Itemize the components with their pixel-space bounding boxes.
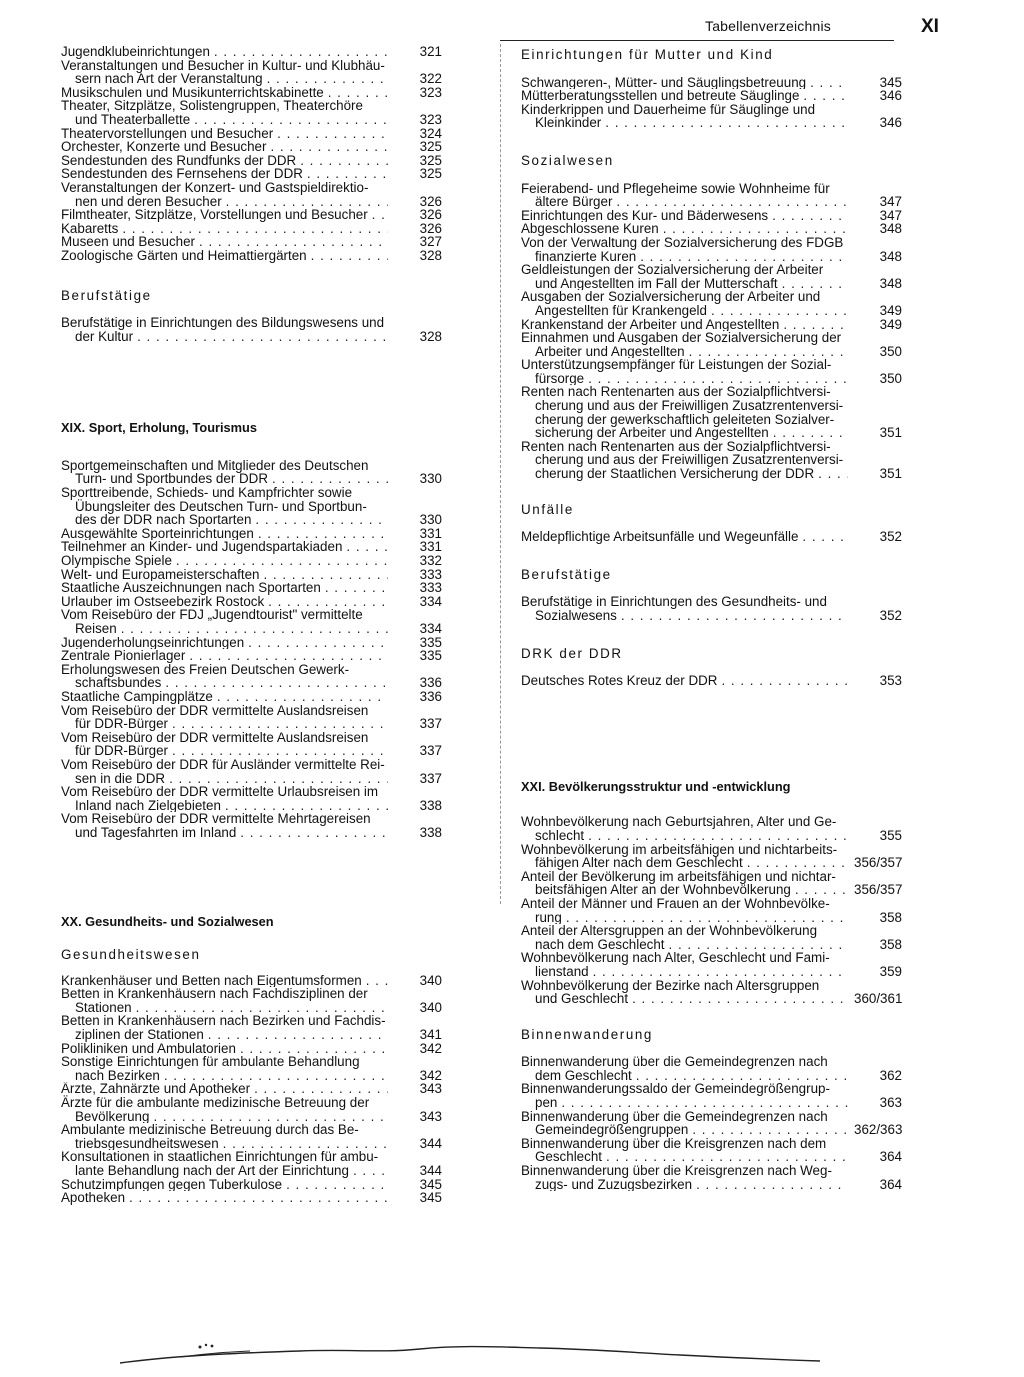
toc-entry-page: 328 xyxy=(419,328,442,344)
toc-entry-text: und Theaterballette . . . xyxy=(75,113,388,127)
toc-entry xyxy=(61,554,442,568)
toc-entry-text: ältere Bürger . . . xyxy=(535,195,848,209)
toc-entry-page: 328 xyxy=(419,247,442,263)
toc-entry xyxy=(521,209,902,223)
toc-entry xyxy=(521,76,902,90)
toc-entry-text: ziplinen der Stationen . . . xyxy=(75,1028,388,1042)
toc-entry xyxy=(521,1137,902,1164)
toc-entry-text: Sonstige Einrichtungen für ambulante Behandlung xyxy=(61,1054,360,1070)
toc-entry xyxy=(61,568,442,582)
toc-entry-page: 360/361 xyxy=(854,991,903,1007)
toc-entry xyxy=(61,127,442,141)
toc-entry xyxy=(61,731,442,758)
toc-entry-text: Vom Reisebüro der DDR für Ausländer vermittelte Rei- xyxy=(61,756,385,772)
toc-entry xyxy=(521,1110,902,1137)
toc-entry xyxy=(61,1055,442,1082)
toc-entry-text: des der DDR nach Sportarten . . . xyxy=(75,513,388,527)
toc-entry xyxy=(61,249,442,263)
toc-entry-text: Wohnbevölkerung im arbeitsfähigen und nichtarbeits- xyxy=(521,841,838,857)
toc-entry xyxy=(61,649,442,663)
toc-entry-text: Stationen . . . xyxy=(75,1001,388,1015)
toc-entry xyxy=(61,222,442,236)
toc-entry-text: Von der Verwaltung der Sozialversicherung des FDGB xyxy=(521,234,844,250)
unfaelle-list xyxy=(521,530,902,544)
column-divider xyxy=(500,44,501,904)
toc-entry xyxy=(521,440,902,481)
toc-entry-text: für DDR-Bürger . . . xyxy=(75,717,388,731)
toc-entry-text: Schwangeren-, Mütter- und Säuglingsbetreuung . . . xyxy=(521,76,848,90)
toc-entry xyxy=(61,812,442,839)
toc-entry xyxy=(521,979,902,1006)
toc-entry-text: Anteil der Bevölkerung im arbeitsfähigen und nichtar- xyxy=(521,868,836,884)
toc-entry xyxy=(521,530,902,544)
toc-entry-page: 350 xyxy=(879,343,902,359)
toc-entry xyxy=(61,608,442,635)
toc-entry-text: Unterstützungsempfänger für Leistungen der Sozial- xyxy=(521,357,832,373)
toc-entry xyxy=(61,540,442,554)
toc-entry-page: 331 xyxy=(419,539,442,555)
toc-entry-text: sern nach Art der Veranstaltung . . . xyxy=(75,72,388,86)
toc-entry xyxy=(521,290,902,317)
toc-entry-page: 342 xyxy=(419,1067,442,1083)
toc-entry-text: Krankenstand der Arbeiter und Angestellten . . . xyxy=(521,318,848,332)
toc-entry-page: 362/363 xyxy=(854,1122,903,1138)
drk-list xyxy=(521,674,902,688)
toc-entry-text: cherung der gewerkschaftlich geleiteten Sozialver- xyxy=(535,411,835,427)
toc-entry xyxy=(61,595,442,609)
toc-entry-page: 345 xyxy=(879,74,902,90)
toc-entry-page: 358 xyxy=(879,909,902,925)
toc-entry-page: 347 xyxy=(879,194,902,210)
toc-entry xyxy=(521,674,902,688)
toc-entry-page: 334 xyxy=(419,621,442,636)
mutter-kind-list xyxy=(521,76,902,130)
toc-entry xyxy=(61,1123,442,1150)
toc-entry xyxy=(61,1150,442,1177)
toc-entry-text: Museen und Besucher . . . xyxy=(61,235,388,249)
toc-entry-text: Welt- und Europameisterschaften . . . xyxy=(61,568,388,582)
toc-entry xyxy=(61,758,442,785)
toc-entry-page: 364 xyxy=(879,1176,902,1192)
toc-entry-page: 331 xyxy=(419,525,442,541)
toc-entry-page: 342 xyxy=(419,1040,442,1056)
toc-entry-page: 344 xyxy=(419,1135,442,1151)
toc-entry-text: Zentrale Pionierlager . . . xyxy=(61,649,388,663)
toc-entry-page: 335 xyxy=(419,648,442,664)
toc-entry-text: Orchester, Konzerte und Besucher . . . xyxy=(61,140,388,154)
toc-entry xyxy=(521,236,902,263)
toc-entry-text: und Geschlecht . . . xyxy=(535,992,848,1006)
toc-entry xyxy=(61,208,442,222)
toc-entry-text: Mütterberatungsstellen und betreute Säuglinge . . . xyxy=(521,89,848,103)
toc-entry-text: Angestellten für Krankengeld . . . xyxy=(535,304,848,318)
toc-entry-text: fürsorge . . . xyxy=(535,372,848,386)
section-heading-unfaelle: Unfälle xyxy=(521,501,574,517)
toc-entry-text: Binnenwanderung über die Gemeindegrenzen nach xyxy=(521,1108,828,1124)
toc-entry-text: Turn- und Sportbundes der DDR . . . xyxy=(75,472,388,486)
chapter-xx-title: XX. Gesundheits- und Sozialwesen xyxy=(61,913,274,929)
toc-entry-page: 346 xyxy=(879,115,902,131)
section-heading-drk: DRK der DDR xyxy=(521,645,623,661)
toc-entry-text: Konsultationen in staatlichen Einrichtungen für ambu- xyxy=(61,1149,379,1165)
toc-entry-text: Musikschulen und Musikunterrichtskabinette . . . xyxy=(61,86,388,100)
toc-entry xyxy=(521,182,902,209)
toc-entry-text: Sozialwesens . . . xyxy=(535,609,848,623)
toc-entry-text: Wohnbevölkerung nach Alter, Geschlecht und Fami- xyxy=(521,950,830,966)
toc-entry-text: cherung und aus der Freiwilligen Zusatzrentenversi- xyxy=(535,398,844,414)
gesundheit-list xyxy=(61,974,442,1205)
toc-entry-text: Einnahmen und Ausgaben der Sozialversicherung der xyxy=(521,330,842,346)
toc-entry-page: 363 xyxy=(879,1095,902,1111)
toc-entry-text: Binnenwanderung über die Kreisgrenzen nach dem xyxy=(521,1135,827,1151)
toc-entry-text: schaftsbundes . . . xyxy=(75,676,388,690)
toc-entry-page: 345 xyxy=(419,1176,442,1192)
toc-entry xyxy=(61,1178,442,1192)
toc-entry-text: Berufstätige in Einrichtungen des Bildungswesens und xyxy=(61,315,385,331)
toc-entry-page: 336 xyxy=(419,688,442,704)
toc-entry-text: Vom Reisebüro der DDR vermittelte Auslandsreisen xyxy=(61,702,369,718)
chapter-xix-title: XIX. Sport, Erholung, Tourismus xyxy=(61,420,257,436)
toc-entry-text: Binnenwanderungssaldo der Gemeindegrößengrup- xyxy=(521,1081,830,1097)
toc-entry-text: sicherung der Arbeiter und Angestellten . . . xyxy=(535,426,848,440)
toc-entry-page: 356/357 xyxy=(854,855,903,871)
toc-entry-text: der Kultur . . . xyxy=(75,330,388,344)
toc-entry-page: 349 xyxy=(879,316,902,332)
toc-entry-text: Renten nach Rentenarten aus der Sozialpflichtversi- xyxy=(521,384,831,400)
toc-entry-text: Sporttreibende, Schieds- und Kampfrichter sowie xyxy=(61,485,353,501)
toc-entry-text: schlecht . . . xyxy=(535,829,848,843)
toc-entry-text: Krankenhäuser und Betten nach Eigentumsformen . . . xyxy=(61,974,388,988)
toc-entry-text: lienstand . . . xyxy=(535,965,848,979)
toc-entry-page: 321 xyxy=(419,44,442,59)
toc-entry-text: Olympische Spiele . . . xyxy=(61,554,388,568)
section-heading-gesundheitswesen: Gesundheitswesen xyxy=(61,947,201,963)
toc-entry-text: nach dem Geschlecht . . . xyxy=(535,938,848,952)
toc-entry-page: 348 xyxy=(879,275,902,291)
toc-entry xyxy=(521,595,902,622)
toc-entry-page: 334 xyxy=(419,593,442,609)
toc-entry xyxy=(521,318,902,332)
toc-entry-page: 359 xyxy=(879,963,902,979)
toc-entry-text: Betten in Krankenhäusern nach Bezirken und Fachdis- xyxy=(61,1013,386,1029)
toc-entry-page: 348 xyxy=(879,221,902,237)
toc-entry-text: Teilnehmer an Kinder- und Jugendspartakiaden . . . xyxy=(61,540,388,554)
toc-entry xyxy=(521,103,902,130)
toc-entry-text: finanzierte Kuren . . . xyxy=(535,250,848,264)
toc-entry-text: Abgeschlossene Kuren . . . xyxy=(521,222,848,236)
toc-entry-text: nach Bezirken . . . xyxy=(75,1069,388,1083)
toc-entry-page: 337 xyxy=(419,743,442,759)
right-column xyxy=(521,48,902,1191)
toc-entry-page: 351 xyxy=(879,425,902,441)
toc-entry xyxy=(61,581,442,595)
toc-entry xyxy=(61,235,442,249)
toc-entry-page: 335 xyxy=(419,634,442,650)
toc-entry-page: 356/357 xyxy=(854,882,903,898)
toc-entry xyxy=(61,974,442,988)
toc-entry-text: Jugenderholungseinrichtungen . . . xyxy=(61,636,388,650)
toc-entry-page: 352 xyxy=(879,529,902,545)
toc-entry-page: 340 xyxy=(419,999,442,1015)
toc-entry-page: 346 xyxy=(879,88,902,104)
toc-entry xyxy=(61,99,442,126)
berufstaetige-list xyxy=(61,316,442,343)
toc-entry xyxy=(521,951,902,978)
toc-entry-page: 338 xyxy=(419,824,442,840)
toc-entry-text: Vom Reisebüro der DDR vermittelte Mehrtagereisen xyxy=(61,811,371,827)
header-title: Tabellenverzeichnis xyxy=(705,18,831,34)
toc-entry-page: 353 xyxy=(879,673,902,689)
toc-entry-page: 336 xyxy=(419,675,442,691)
toc-entry xyxy=(521,385,902,439)
toc-entry-page: 355 xyxy=(879,827,902,843)
toc-entry xyxy=(521,815,902,842)
toc-entry-text: Geschlecht . . . xyxy=(535,1150,848,1164)
toc-entry-text: lante Behandlung nach der Art der Einrichtung . . . xyxy=(75,1164,388,1178)
toc-entry-page: 323 xyxy=(419,84,442,100)
toc-entry-text: Meldepflichtige Arbeitsunfälle und Wegeunfälle . . . xyxy=(521,530,848,544)
toc-entry-text: Geldleistungen der Sozialversicherung der Arbeiter xyxy=(521,262,824,278)
toc-entry xyxy=(61,1191,442,1205)
toc-entry-text: Urlauber im Ostseebezirk Rostock . . . xyxy=(61,595,388,609)
toc-entry-text: Ärzte für die ambulante medizinische Betreuung der xyxy=(61,1095,370,1111)
toc-entry-text: Staatliche Campingplätze . . . xyxy=(61,690,388,704)
toc-entry-text: Ausgaben der Sozialversicherung der Arbeiter und xyxy=(521,289,821,305)
toc-entry-text: und Tagesfahrten im Inland . . . xyxy=(75,826,388,840)
toc-entry-text: Binnenwanderung über die Kreisgrenzen nach Weg- xyxy=(521,1163,832,1179)
toc-entry-page: 326 xyxy=(419,193,442,209)
toc-entry xyxy=(61,636,442,650)
toc-entry-page: 337 xyxy=(419,770,442,786)
toc-entry xyxy=(61,1082,442,1096)
toc-entry-page: 325 xyxy=(419,152,442,168)
sport-list xyxy=(61,459,442,840)
toc-entry xyxy=(61,154,442,168)
toc-entry-page: 352 xyxy=(879,608,902,623)
toc-entry-text: Anteil der Männer und Frauen an der Wohnbevölke- xyxy=(521,895,830,911)
toc-entry-text: Ambulante medizinische Betreuung durch das Be- xyxy=(61,1122,359,1138)
toc-entry-page: 333 xyxy=(419,566,442,582)
toc-entry xyxy=(61,663,442,690)
toc-entry xyxy=(61,167,442,181)
toc-entry-page: 344 xyxy=(419,1163,442,1178)
section-heading-berufstaetige: Berufstätige xyxy=(61,287,152,303)
toc-entry-text: Arbeiter und Angestellten . . . xyxy=(535,345,848,359)
toc-entry-text: cherung und aus der Freiwilligen Zusatzrentenversi- xyxy=(535,452,844,468)
left-column xyxy=(61,45,442,1205)
toc-entry-page: 332 xyxy=(419,553,442,569)
toc-entry-text: Renten nach Rentenarten aus der Sozialpflichtversi- xyxy=(521,438,831,454)
toc-entry-text: Berufstätige in Einrichtungen des Gesundheits- und xyxy=(521,594,827,610)
toc-entry xyxy=(61,45,442,59)
toc-entry-page: 358 xyxy=(879,936,902,952)
toc-entry-text: Inland nach Zielgebieten . . . xyxy=(75,799,388,813)
toc-entry-text: Vom Reisebüro der DDR vermittelte Auslandsreisen xyxy=(61,729,369,745)
toc-entry-page: 322 xyxy=(419,71,442,87)
toc-entry-text: Binnenwanderung über die Gemeindegrenzen nach xyxy=(521,1054,828,1070)
toc-entry-page: 330 xyxy=(419,512,442,528)
toc-entry-text: Ausgewählte Sporteinrichtungen . . . xyxy=(61,527,388,541)
toc-entry-text: nen und deren Besucher . . . xyxy=(75,195,388,209)
toc-entry-text: Gemeindegrößengruppen . . . xyxy=(535,1123,848,1137)
toc-entry-text: Sendestunden des Rundfunks der DDR . . . xyxy=(61,154,388,168)
toc-entry xyxy=(61,1014,442,1041)
toc-entry-text: Einrichtungen des Kur- und Bäderwesens . . . xyxy=(521,209,848,223)
section-heading-mutter-kind: Einrichtungen für Mutter und Kind xyxy=(521,47,774,62)
toc-entry xyxy=(521,331,902,358)
toc-entry-text: Kinderkrippen und Dauerheime für Säuglinge und xyxy=(521,101,816,117)
toc-entry-text: Kabaretts . . . xyxy=(61,222,388,236)
toc-entry-page: 326 xyxy=(419,207,442,223)
toc-entry xyxy=(61,316,442,343)
toc-entry xyxy=(521,1055,902,1082)
toc-entry-page: 330 xyxy=(419,471,442,487)
toc-entry-text: Apotheken . . . xyxy=(61,1191,388,1205)
toc-entry xyxy=(61,86,442,100)
toc-entry-text: Polikliniken und Ambulatorien . . . xyxy=(61,1042,388,1056)
toc-entry-text: Wohnbevölkerung der Bezirke nach Altersgruppen xyxy=(521,977,820,993)
toc-entry xyxy=(61,1042,442,1056)
toc-entry-text: Betten in Krankenhäusern nach Fachdisziplinen der xyxy=(61,986,368,1002)
toc-entry-text: Erholungswesen des Freien Deutschen Gewerk- xyxy=(61,661,350,677)
toc-entry-page: 323 xyxy=(419,111,442,127)
toc-entry-text: Feierabend- und Pflegeheime sowie Wohnheime für xyxy=(521,180,830,196)
binnen-list xyxy=(521,1055,902,1191)
toc-entry xyxy=(521,263,902,290)
toc-entry xyxy=(521,222,902,236)
toc-entry-text: Staatliche Auszeichnungen nach Sportarten . . . xyxy=(61,581,388,595)
toc-entry-text: pen . . . xyxy=(535,1096,848,1110)
toc-entry-page: 341 xyxy=(419,1027,442,1043)
toc-entry-page: 364 xyxy=(879,1149,902,1165)
toc-entry-text: Wohnbevölkerung nach Geburtsjahren, Alter und Ge- xyxy=(521,814,837,830)
toc-entry-text: Theater, Sitzplätze, Solistengruppen, Theaterchöre xyxy=(61,98,363,114)
berufstaetige-right-list xyxy=(521,595,902,622)
toc-entry xyxy=(61,987,442,1014)
toc-entry-text: Kleinkinder . . . xyxy=(535,116,848,130)
toc-entry-text: Sendestunden des Fernsehens der DDR . . . xyxy=(61,167,388,181)
toc-entry-page: 333 xyxy=(419,580,442,596)
toc-entry-text: Veranstaltungen und Besucher in Kultur- und Klubhäu- xyxy=(61,57,385,73)
toc-entry xyxy=(61,704,442,731)
bevoelkerung-list xyxy=(521,815,902,1005)
toc-entry-text: für DDR-Bürger . . . xyxy=(75,744,388,758)
toc-entry-text: Sportgemeinschaften und Mitglieder des Deutschen xyxy=(61,457,369,473)
toc-entry-page: 327 xyxy=(419,234,442,250)
toc-entry-page: 343 xyxy=(419,1108,442,1124)
culture-list xyxy=(61,45,442,263)
toc-entry-text: Bevölkerung . . . xyxy=(75,1110,388,1124)
toc-entry xyxy=(521,843,902,870)
toc-entry-text: Filmtheater, Sitzplätze, Vorstellungen und Besucher . . . xyxy=(61,208,388,222)
toc-entry-text: sen in die DDR . . . xyxy=(75,772,388,786)
toc-entry-text: Vom Reisebüro der DDR vermittelte Urlaubsreisen im xyxy=(61,784,379,800)
toc-entry-text: Theatervorstellungen und Besucher . . . xyxy=(61,127,388,141)
toc-entry-page: 325 xyxy=(419,139,442,155)
toc-entry-text: Übungsleiter des Deutschen Turn- und Sportbun- xyxy=(75,498,367,514)
toc-entry xyxy=(521,89,902,103)
toc-entry-page: 348 xyxy=(879,248,902,264)
section-heading-sozialwesen: Sozialwesen xyxy=(521,152,614,168)
toc-entry xyxy=(521,897,902,924)
toc-entry-page: 340 xyxy=(419,972,442,988)
toc-entry-text: fähigen Alter nach dem Geschlecht . . . xyxy=(535,856,848,870)
toc-entry-page: 350 xyxy=(879,370,902,386)
toc-entry xyxy=(521,924,902,951)
section-heading-binnenwanderung: Binnenwanderung xyxy=(521,1026,653,1042)
toc-entry xyxy=(61,690,442,704)
chapter-xxi-title: XXI. Bevölkerungsstruktur und -entwicklung xyxy=(521,778,791,794)
toc-entry-text: Schutzimpfungen gegen Tuberkulose . . . xyxy=(61,1178,388,1192)
toc-entry-page: 349 xyxy=(879,302,902,318)
section-heading-berufstaetige-right: Berufstätige xyxy=(521,566,612,582)
toc-entry-text: Deutsches Rotes Kreuz der DDR . . . xyxy=(521,674,848,688)
toc-entry-text: cherung der Staatlichen Versicherung der DDR . . . xyxy=(535,467,848,481)
toc-entry-text: Ärzte, Zahnärzte und Apotheker . . . xyxy=(61,1082,388,1096)
toc-entry-text: rung . . . xyxy=(535,911,848,925)
toc-entry xyxy=(61,486,442,527)
toc-entry xyxy=(521,1164,902,1191)
handwritten-scribble xyxy=(120,1335,920,1375)
toc-entry-text: Jugendklubeinrichtungen . . . xyxy=(61,45,388,59)
toc-entry-text: Reisen . . . xyxy=(75,622,388,636)
toc-entry-page: 345 xyxy=(419,1190,442,1206)
toc-entry-page: 324 xyxy=(419,125,442,141)
toc-entry-text: zugs- und Zuzugsbezirken . . . xyxy=(535,1178,848,1192)
toc-entry-page: 362 xyxy=(879,1067,902,1083)
toc-entry-text: Zoologische Gärten und Heimattiergärten . . . xyxy=(61,249,388,263)
toc-entry-text: beitsfähigen Alter an der Wohnbevölkerung . . . xyxy=(535,883,848,897)
toc-entry-page: 351 xyxy=(879,466,902,482)
toc-entry-page: 337 xyxy=(419,716,442,732)
toc-entry xyxy=(61,181,442,208)
toc-entry xyxy=(61,785,442,812)
toc-entry-page: 338 xyxy=(419,797,442,813)
toc-entry-text: Vom Reisebüro der FDJ „Jugendtourist" vermittelte xyxy=(61,607,363,623)
toc-entry-text: dem Geschlecht . . . xyxy=(535,1069,848,1083)
toc-entry xyxy=(61,527,442,541)
toc-entry xyxy=(61,140,442,154)
toc-entry xyxy=(521,358,902,385)
toc-entry-text: triebsgesundheitswesen . . . xyxy=(75,1137,388,1151)
toc-entry-text: Anteil der Altersgruppen an der Wohnbevölkerung xyxy=(521,923,818,939)
header-rule xyxy=(500,40,894,41)
toc-entry-text: Veranstaltungen der Konzert- und Gastspieldirektio- xyxy=(61,179,369,195)
toc-entry xyxy=(521,870,902,897)
toc-entry-page: 343 xyxy=(419,1081,442,1097)
toc-entry xyxy=(61,459,442,486)
toc-entry-text: und Angestellten im Fall der Mutterschaft . . . xyxy=(535,277,848,291)
toc-entry xyxy=(521,1082,902,1109)
toc-entry-page: 347 xyxy=(879,207,902,223)
toc-entry xyxy=(61,1096,442,1123)
toc-entry-page: 325 xyxy=(419,166,442,182)
sozial-list xyxy=(521,182,902,481)
page-number: XI xyxy=(921,16,939,37)
toc-entry-page: 326 xyxy=(419,220,442,236)
toc-entry xyxy=(61,59,442,86)
